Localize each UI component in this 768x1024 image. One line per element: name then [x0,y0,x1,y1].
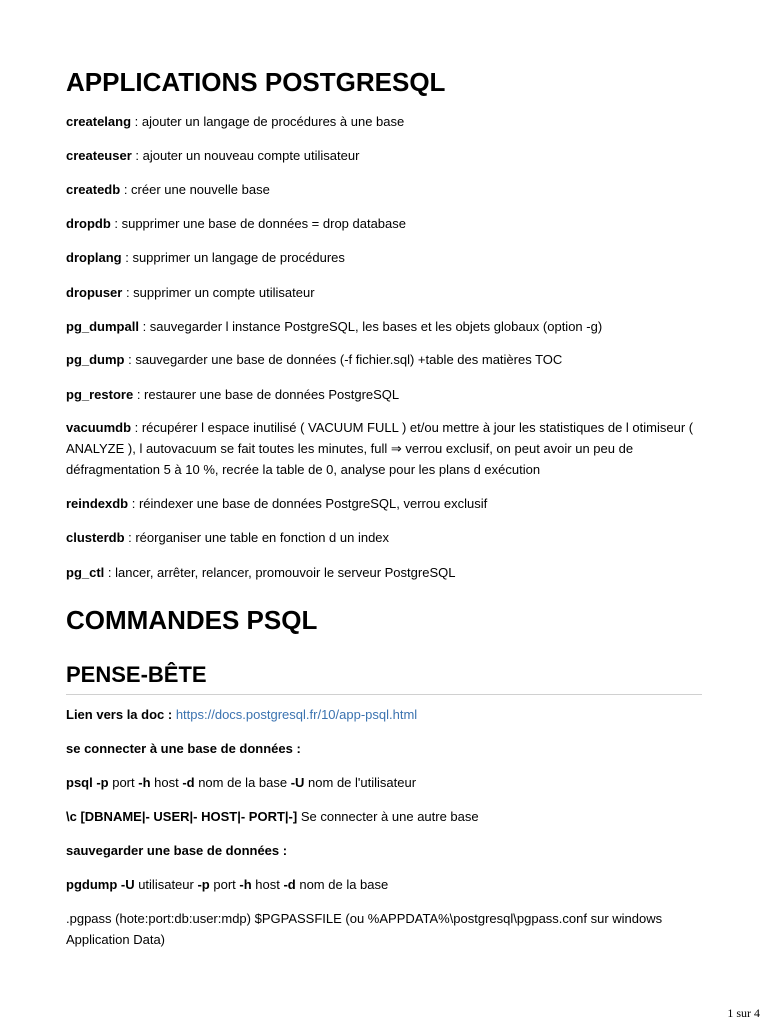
option-flag: -h [138,775,151,790]
command-description: : créer une nouvelle base [120,182,270,197]
command-name: clusterdb [66,530,125,545]
command-description: : ajouter un nouveau compte utilisateur [131,148,360,163]
command-name: droplang [66,250,122,265]
option-flag: -p [197,877,210,892]
command-description: : sauvegarder une base de données (-f fichier.sql) +table des matières TOC [124,352,563,367]
option-text: host [251,877,284,892]
connect-other-base-line [66,806,479,827]
option-text: nom de la base [194,775,291,790]
doc-link[interactable]: https://docs.postgresql.fr/10/app-psql.html [175,707,418,722]
divider [66,694,702,695]
option-text: nom de la base [295,877,389,892]
option-text: host [150,775,183,790]
meta-command: \c [DBNAME|- USER|- HOST|- PORT|-] [66,809,298,824]
option-flag: -d [182,775,195,790]
backup-heading: sauvegarder une base de données : [66,843,288,858]
section-title-applications: APPLICATIONS POSTGRESQL [66,67,446,97]
list-item [66,527,389,548]
list-item [66,417,696,480]
command-name: dropuser [66,285,123,300]
doc-label: Lien vers la doc : [66,707,176,722]
meta-command-description: Se connecter à une autre base [297,809,479,824]
command-name: pg_dump [66,352,125,367]
list-item [66,247,345,268]
command-description: : sauvegarder l instance PostgreSQL, les bases et les objets globaux (option -g) [138,319,603,334]
subsection-title: PENSE-BÊTE [66,662,207,687]
option-text: port [108,775,139,790]
list-item [66,493,487,514]
page-number: 1 sur 4 [727,1006,760,1020]
option-flag: -d [283,877,296,892]
list-item [66,179,270,200]
command-name: reindexdb [66,496,129,511]
command-name: createlang [66,114,132,129]
option-text: utilisateur [134,877,198,892]
option-flag: -U [290,775,305,790]
list-item [66,111,404,132]
command-name: createuser [66,148,132,163]
list-item [66,349,562,370]
list-item [66,316,602,337]
command-description: : réindexer une base de données PostgreSQL, verrou exclusif [128,496,488,511]
list-item [66,213,406,234]
command-description: : récupérer l espace inutilisé ( VACUUM FULL ) et/ou mettre à jour les statistiques de l otimiseur ( ANALYZE ), l autovacuum se fait toutes les minutes, full ⇒ verrou exclusif, on peut avoir un peu de défragmentation 5 à 10 %, recrée la table de 0, analyse pour les plans d exécution [66,420,694,477]
pgdump-command-line [66,874,388,895]
command-description: : supprimer une base de données = drop database [110,216,407,231]
command-description: : supprimer un langage de procédures [121,250,345,265]
command-description: : supprimer un compte utilisateur [122,285,315,300]
command-name: vacuumdb [66,420,132,435]
option-flag: psql -p [66,775,109,790]
command-name: pg_dumpall [66,319,139,334]
option-text: nom de l'utilisateur [304,775,417,790]
command-description: : ajouter un langage de procédures à une base [131,114,405,129]
command-name: createdb [66,182,121,197]
command-description: : réorganiser une table en fonction d un index [124,530,390,545]
option-flag: pgdump -U [66,877,135,892]
command-description: : lancer, arrêter, relancer, promouvoir le serveur PostgreSQL [104,565,456,580]
command-description: : restaurer une base de données PostgreSQL [133,387,400,402]
command-name: pg_restore [66,387,134,402]
list-item [66,282,315,303]
psql-command-line [66,772,416,793]
pgpass-paragraph: .pgpass (hote:port:db:user:mdp) $PGPASSFILE (ou %APPDATA%\postgresql\pgpass.conf sur windows Application Data) [66,911,663,947]
option-flag: -h [239,877,252,892]
command-name: pg_ctl [66,565,105,580]
section-title-commandes: COMMANDES PSQL [66,605,318,635]
connect-heading: se connecter à une base de données : [66,741,301,756]
list-item [66,145,359,166]
command-name: dropdb [66,216,111,231]
option-text: port [209,877,240,892]
doc-link-line [66,704,417,725]
list-item [66,384,399,405]
list-item [66,562,455,583]
